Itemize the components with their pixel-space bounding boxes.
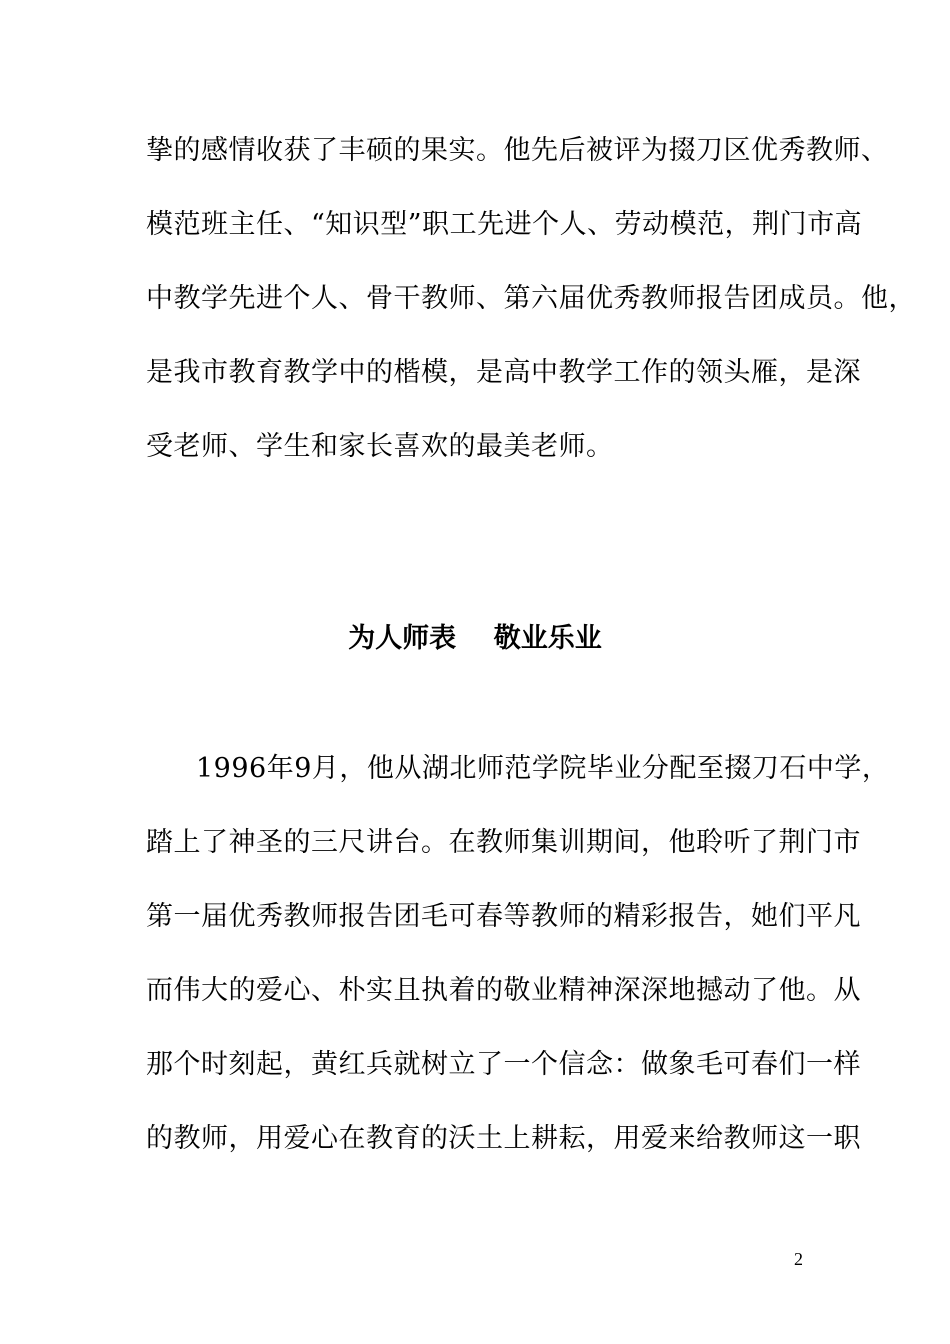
paragraph-line: 踏上了神圣的三尺讲台。在教师集训期间，他聆听了荆门市 (146, 827, 861, 858)
section-heading: 为人师表 敬业乐业 (348, 623, 602, 654)
page-number: 2 (794, 1249, 803, 1269)
paragraph-line: 挚的感情收获了丰硕的果实。他先后被评为掇刀区优秀教师、 (146, 135, 889, 166)
paragraph-line: 是我市教育教学中的楷模，是高中教学工作的领头雁，是深 (146, 357, 861, 388)
paragraph-line: 而伟大的爱心、朴实且执着的敬业精神深深地撼动了他。从 (146, 975, 861, 1006)
paragraph-line: 1996年9月，他从湖北师范学院毕业分配至掇刀石中学， (196, 753, 890, 784)
paragraph-line: 模范班主任、“知识型”职工先进个人、劳动模范，荆门市高 (146, 209, 863, 240)
paragraph-line: 的教师，用爱心在教育的沃土上耕耘，用爱来给教师这一职 (146, 1123, 861, 1154)
paragraph-line: 受老师、学生和家长喜欢的最美老师。 (146, 431, 614, 462)
paragraph-line: 那个时刻起，黄红兵就树立了一个信念：做象毛可春们一样 (146, 1049, 861, 1080)
paragraph-line: 第一届优秀教师报告团毛可春等教师的精彩报告，她们平凡 (146, 901, 861, 932)
paragraph-line: 中教学先进个人、骨干教师、第六届优秀教师报告团成员。他， (146, 283, 916, 314)
